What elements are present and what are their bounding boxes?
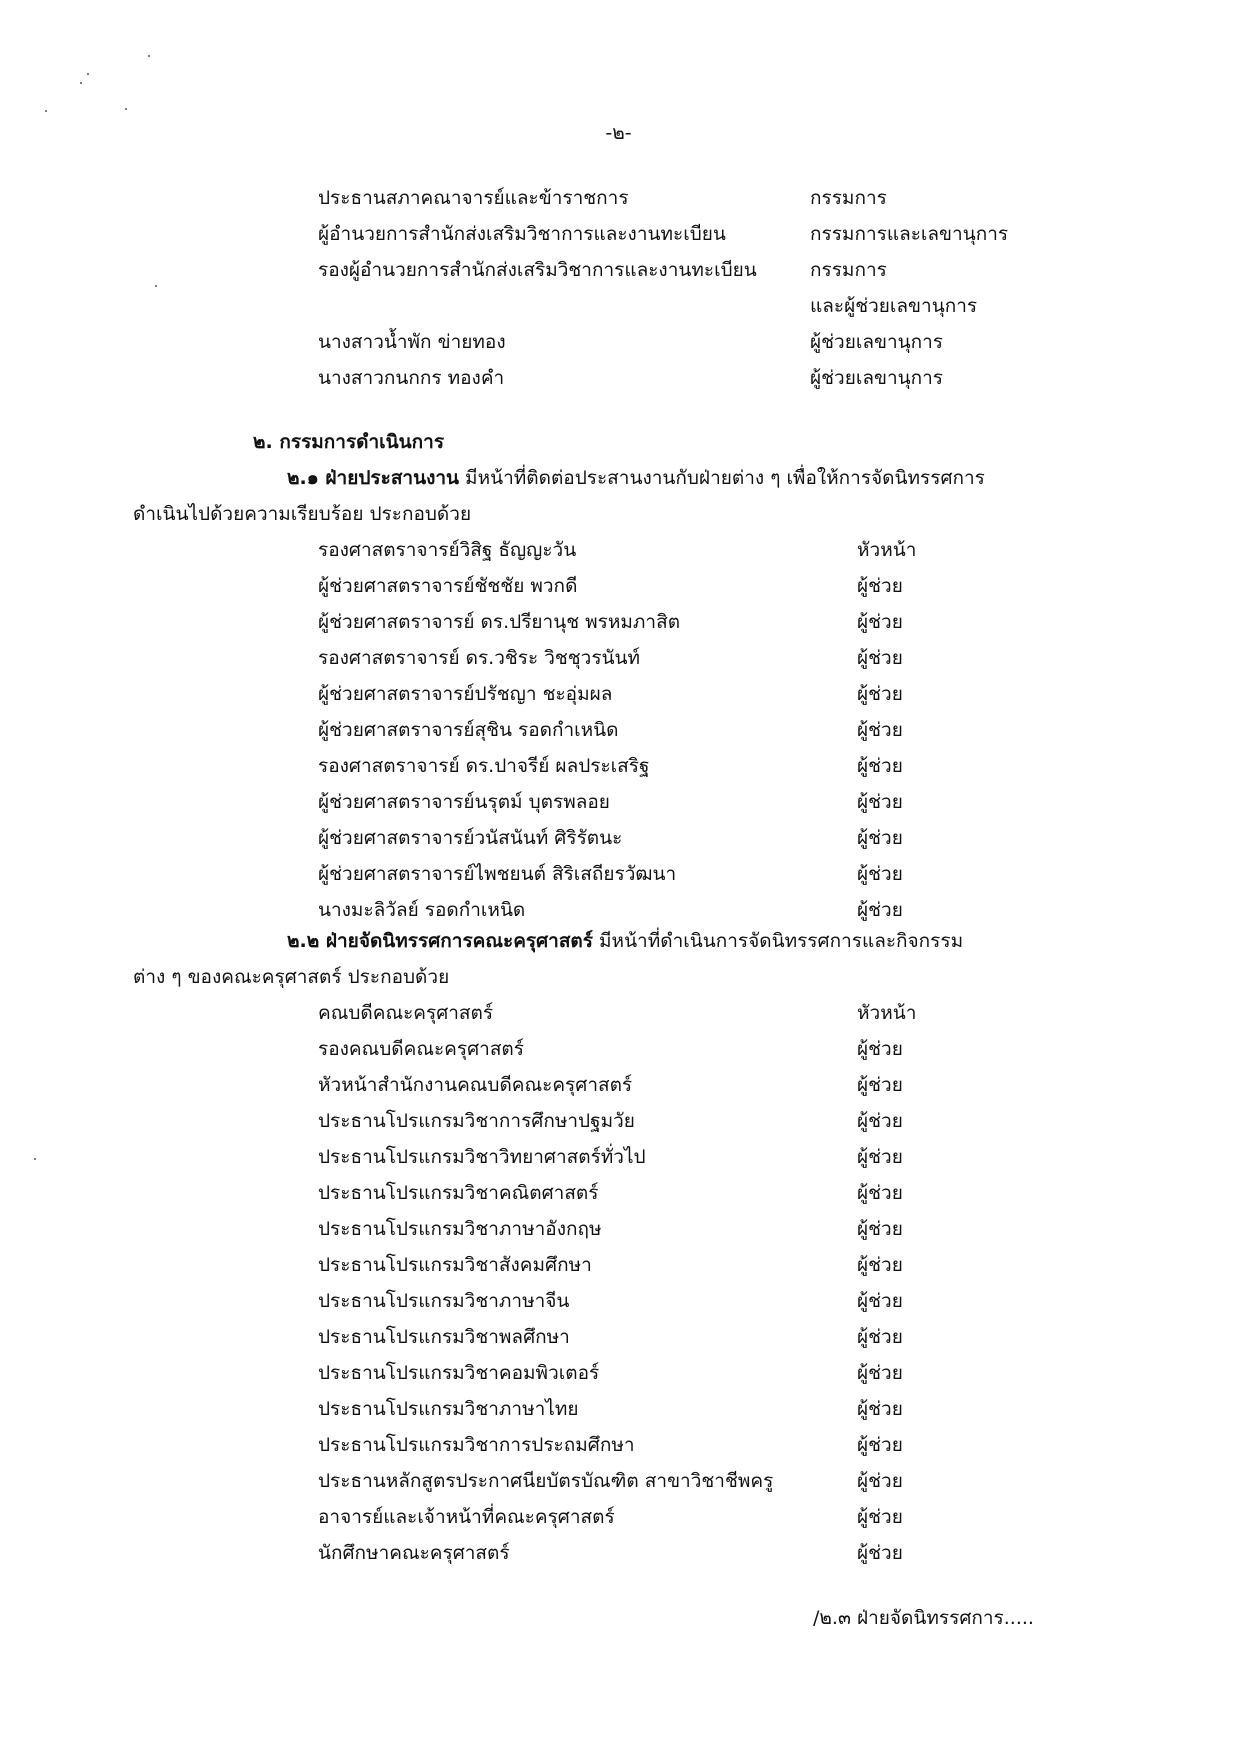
member-row — [0, 1211, 1237, 1247]
member-row — [0, 995, 1237, 1031]
member-name: ผู้ช่วยศาสตราจารย์วนัสนันท์ ศิริรัตนะ — [318, 827, 623, 849]
member-name: รองศาสตราจารย์ ดร.วชิระ วิชชุวรนันท์ — [318, 647, 641, 669]
member-name: ประธานโปรแกรมวิชาภาษาจีน — [318, 1290, 570, 1312]
member-row — [0, 1103, 1237, 1139]
member-role: ผู้ช่วย — [857, 1542, 903, 1564]
member-role: กรรมการ — [810, 259, 887, 281]
member-name: ประธานโปรแกรมวิชาวิทยาศาสตร์ทั่วไป — [318, 1146, 646, 1168]
member-role: ผู้ช่วยเลขานุการ — [810, 331, 943, 353]
member-name: ประธานโปรแกรมวิชาคอมพิวเตอร์ — [318, 1362, 600, 1384]
member-row — [0, 1031, 1237, 1067]
member-role: ผู้ช่วย — [857, 1074, 903, 1096]
member-name: อาจารย์และเจ้าหน้าที่คณะครุศาสตร์ — [318, 1506, 615, 1528]
member-role: ผู้ช่วย — [857, 1506, 903, 1528]
subsection-2-1-desc-cont: ดำเนินไปด้วยความเรียบร้อย ประกอบด้วย — [133, 503, 472, 525]
member-name: ประธานโปรแกรมวิชาภาษาไทย — [318, 1398, 579, 1420]
member-row — [0, 1283, 1237, 1319]
member-name: ประธานโปรแกรมวิชาพลศึกษา — [318, 1326, 570, 1348]
member-row — [0, 252, 1237, 288]
member-role: ผู้ช่วย — [857, 899, 903, 921]
member-name: ผู้ช่วยศาสตราจารย์นรุตม์ บุตรพลอย — [318, 791, 610, 813]
subsection-2-2-intro — [287, 923, 963, 959]
member-role: ผู้ช่วยเลขานุการ — [810, 367, 943, 389]
subsection-2-2-desc-cont: ต่าง ๆ ของคณะครุศาสตร์ ประกอบด้วย — [133, 966, 450, 988]
member-role: กรรมการ — [810, 187, 887, 209]
member-name: นักศึกษาคณะครุศาสตร์ — [318, 1542, 510, 1564]
member-row — [0, 1391, 1237, 1427]
member-name: ประธานโปรแกรมวิชาการศึกษาปฐมวัย — [318, 1110, 635, 1132]
member-row — [0, 604, 1237, 640]
member-row — [0, 180, 1237, 216]
subsection-2-1-intro — [287, 460, 985, 496]
member-name: นางสาวน้ำพัก ข่ายทอง — [318, 331, 506, 353]
continuation-note: /๒.๓ ฝ่ายจัดนิทรรศการ..... — [813, 1607, 1034, 1629]
member-role: ผู้ช่วย — [857, 791, 903, 813]
member-name: ประธานหลักสูตรประกาศนียบัตรบัณฑิต สาขาวิชาชีพครู — [318, 1470, 774, 1492]
member-row — [0, 288, 1237, 324]
member-row — [0, 1463, 1237, 1499]
member-role: ผู้ช่วย — [857, 1326, 903, 1348]
member-name: รองผู้อำนวยการสำนักส่งเสริมวิชาการและงานทะเบียน — [318, 259, 757, 281]
member-name: นางสาวกนกกร ทองคำ — [318, 367, 505, 389]
member-row — [0, 820, 1237, 856]
member-row — [0, 568, 1237, 604]
scan-speck — [45, 110, 47, 112]
member-name: ประธานสภาคณาจารย์และข้าราชการ — [318, 187, 629, 209]
member-name: ผู้อำนวยการสำนักส่งเสริมวิชาการและงานทะเบียน — [318, 223, 726, 245]
member-name: รองศาสตราจารย์วิสิฐ ธัญญะวัน — [318, 539, 577, 561]
subsection-2-1-desc: มีหน้าที่ติดต่อประสานงานกับฝ่ายต่าง ๆ เพื่อให้การจัดนิทรรศการ — [459, 467, 985, 489]
member-name: ประธานโปรแกรมวิชาสังคมศึกษา — [318, 1254, 592, 1276]
member-row — [0, 712, 1237, 748]
member-role: ผู้ช่วย — [857, 827, 903, 849]
member-row — [0, 1427, 1237, 1463]
member-row — [0, 324, 1237, 360]
member-row — [0, 748, 1237, 784]
member-name: ผู้ช่วยศาสตราจารย์ชัชชัย พวกดี — [318, 575, 578, 597]
member-role: ผู้ช่วย — [857, 863, 903, 885]
member-name: ผู้ช่วยศาสตราจารย์ปรัชญา ชะอุ่มผล — [318, 683, 613, 705]
page-number: -๒- — [605, 122, 632, 144]
member-role: ผู้ช่วย — [857, 1434, 903, 1456]
member-row — [0, 784, 1237, 820]
member-row — [0, 1175, 1237, 1211]
member-row — [0, 676, 1237, 712]
subsection-2-1-title: ๒.๑ ฝ่ายประสานงาน — [287, 467, 460, 489]
member-role: ผู้ช่วย — [857, 719, 903, 741]
member-name: หัวหน้าสำนักงานคณบดีคณะครุศาสตร์ — [318, 1074, 633, 1096]
section-heading: ๒. กรรมการดำเนินการ — [253, 431, 445, 453]
member-role: ผู้ช่วย — [857, 1218, 903, 1240]
member-row — [0, 856, 1237, 892]
member-name: ผู้ช่วยศาสตราจารย์สุชิน รอดกำเหนิด — [318, 719, 619, 741]
member-name: ประธานโปรแกรมวิชาคณิตศาสตร์ — [318, 1182, 599, 1204]
member-role: กรรมการและเลขานุการ — [810, 223, 1009, 245]
subsection-2-2-desc: มีหน้าที่ดำเนินการจัดนิทรรศการและกิจกรรม — [592, 930, 964, 952]
member-name: ประธานโปรแกรมวิชาการประถมศึกษา — [318, 1434, 635, 1456]
member-role: หัวหน้า — [857, 539, 917, 561]
member-role: หัวหน้า — [857, 1002, 917, 1024]
member-name: นางมะลิวัลย์ รอดกำเหนิด — [318, 899, 526, 921]
member-role: ผู้ช่วย — [857, 647, 903, 669]
member-row — [0, 1535, 1237, 1571]
member-row — [0, 1499, 1237, 1535]
member-role: ผู้ช่วย — [857, 1398, 903, 1420]
member-role: ผู้ช่วย — [857, 1038, 903, 1060]
member-role: ผู้ช่วย — [857, 1470, 903, 1492]
member-row — [0, 1139, 1237, 1175]
member-row — [0, 532, 1237, 568]
member-row — [0, 640, 1237, 676]
member-name: รองศาสตราจารย์ ดร.ปาจรีย์ ผลประเสริฐ — [318, 755, 650, 777]
member-role: ผู้ช่วย — [857, 1362, 903, 1384]
member-role: และผู้ช่วยเลขานุการ — [810, 295, 978, 317]
member-name: ประธานโปรแกรมวิชาภาษาอังกฤษ — [318, 1218, 602, 1240]
member-role: ผู้ช่วย — [857, 1146, 903, 1168]
member-row — [0, 360, 1237, 396]
member-row — [0, 1319, 1237, 1355]
member-name: คณบดีคณะครุศาสตร์ — [318, 1002, 494, 1024]
subsection-2-2-title: ๒.๒ ฝ่ายจัดนิทรรศการคณะครุศาสตร์ — [287, 930, 593, 952]
member-name: รองคณบดีคณะครุศาสตร์ — [318, 1038, 524, 1060]
member-role: ผู้ช่วย — [857, 1254, 903, 1276]
member-role: ผู้ช่วย — [857, 611, 903, 633]
member-role: ผู้ช่วย — [857, 1110, 903, 1132]
member-row — [0, 1067, 1237, 1103]
member-name: ผู้ช่วยศาสตราจารย์ไพชยนต์ สิริเสถียรวัฒนา — [318, 863, 677, 885]
member-role: ผู้ช่วย — [857, 755, 903, 777]
scan-speck — [125, 108, 127, 110]
member-role: ผู้ช่วย — [857, 575, 903, 597]
member-row — [0, 216, 1237, 252]
member-role: ผู้ช่วย — [857, 1290, 903, 1312]
scan-speck — [80, 82, 82, 84]
member-role: ผู้ช่วย — [857, 1182, 903, 1204]
member-row — [0, 1355, 1237, 1391]
scan-speck — [87, 73, 89, 75]
member-role: ผู้ช่วย — [857, 683, 903, 705]
scan-speck — [148, 55, 150, 57]
member-row — [0, 1247, 1237, 1283]
member-name: ผู้ช่วยศาสตราจารย์ ดร.ปรียานุช พรหมภาสิต — [318, 611, 681, 633]
